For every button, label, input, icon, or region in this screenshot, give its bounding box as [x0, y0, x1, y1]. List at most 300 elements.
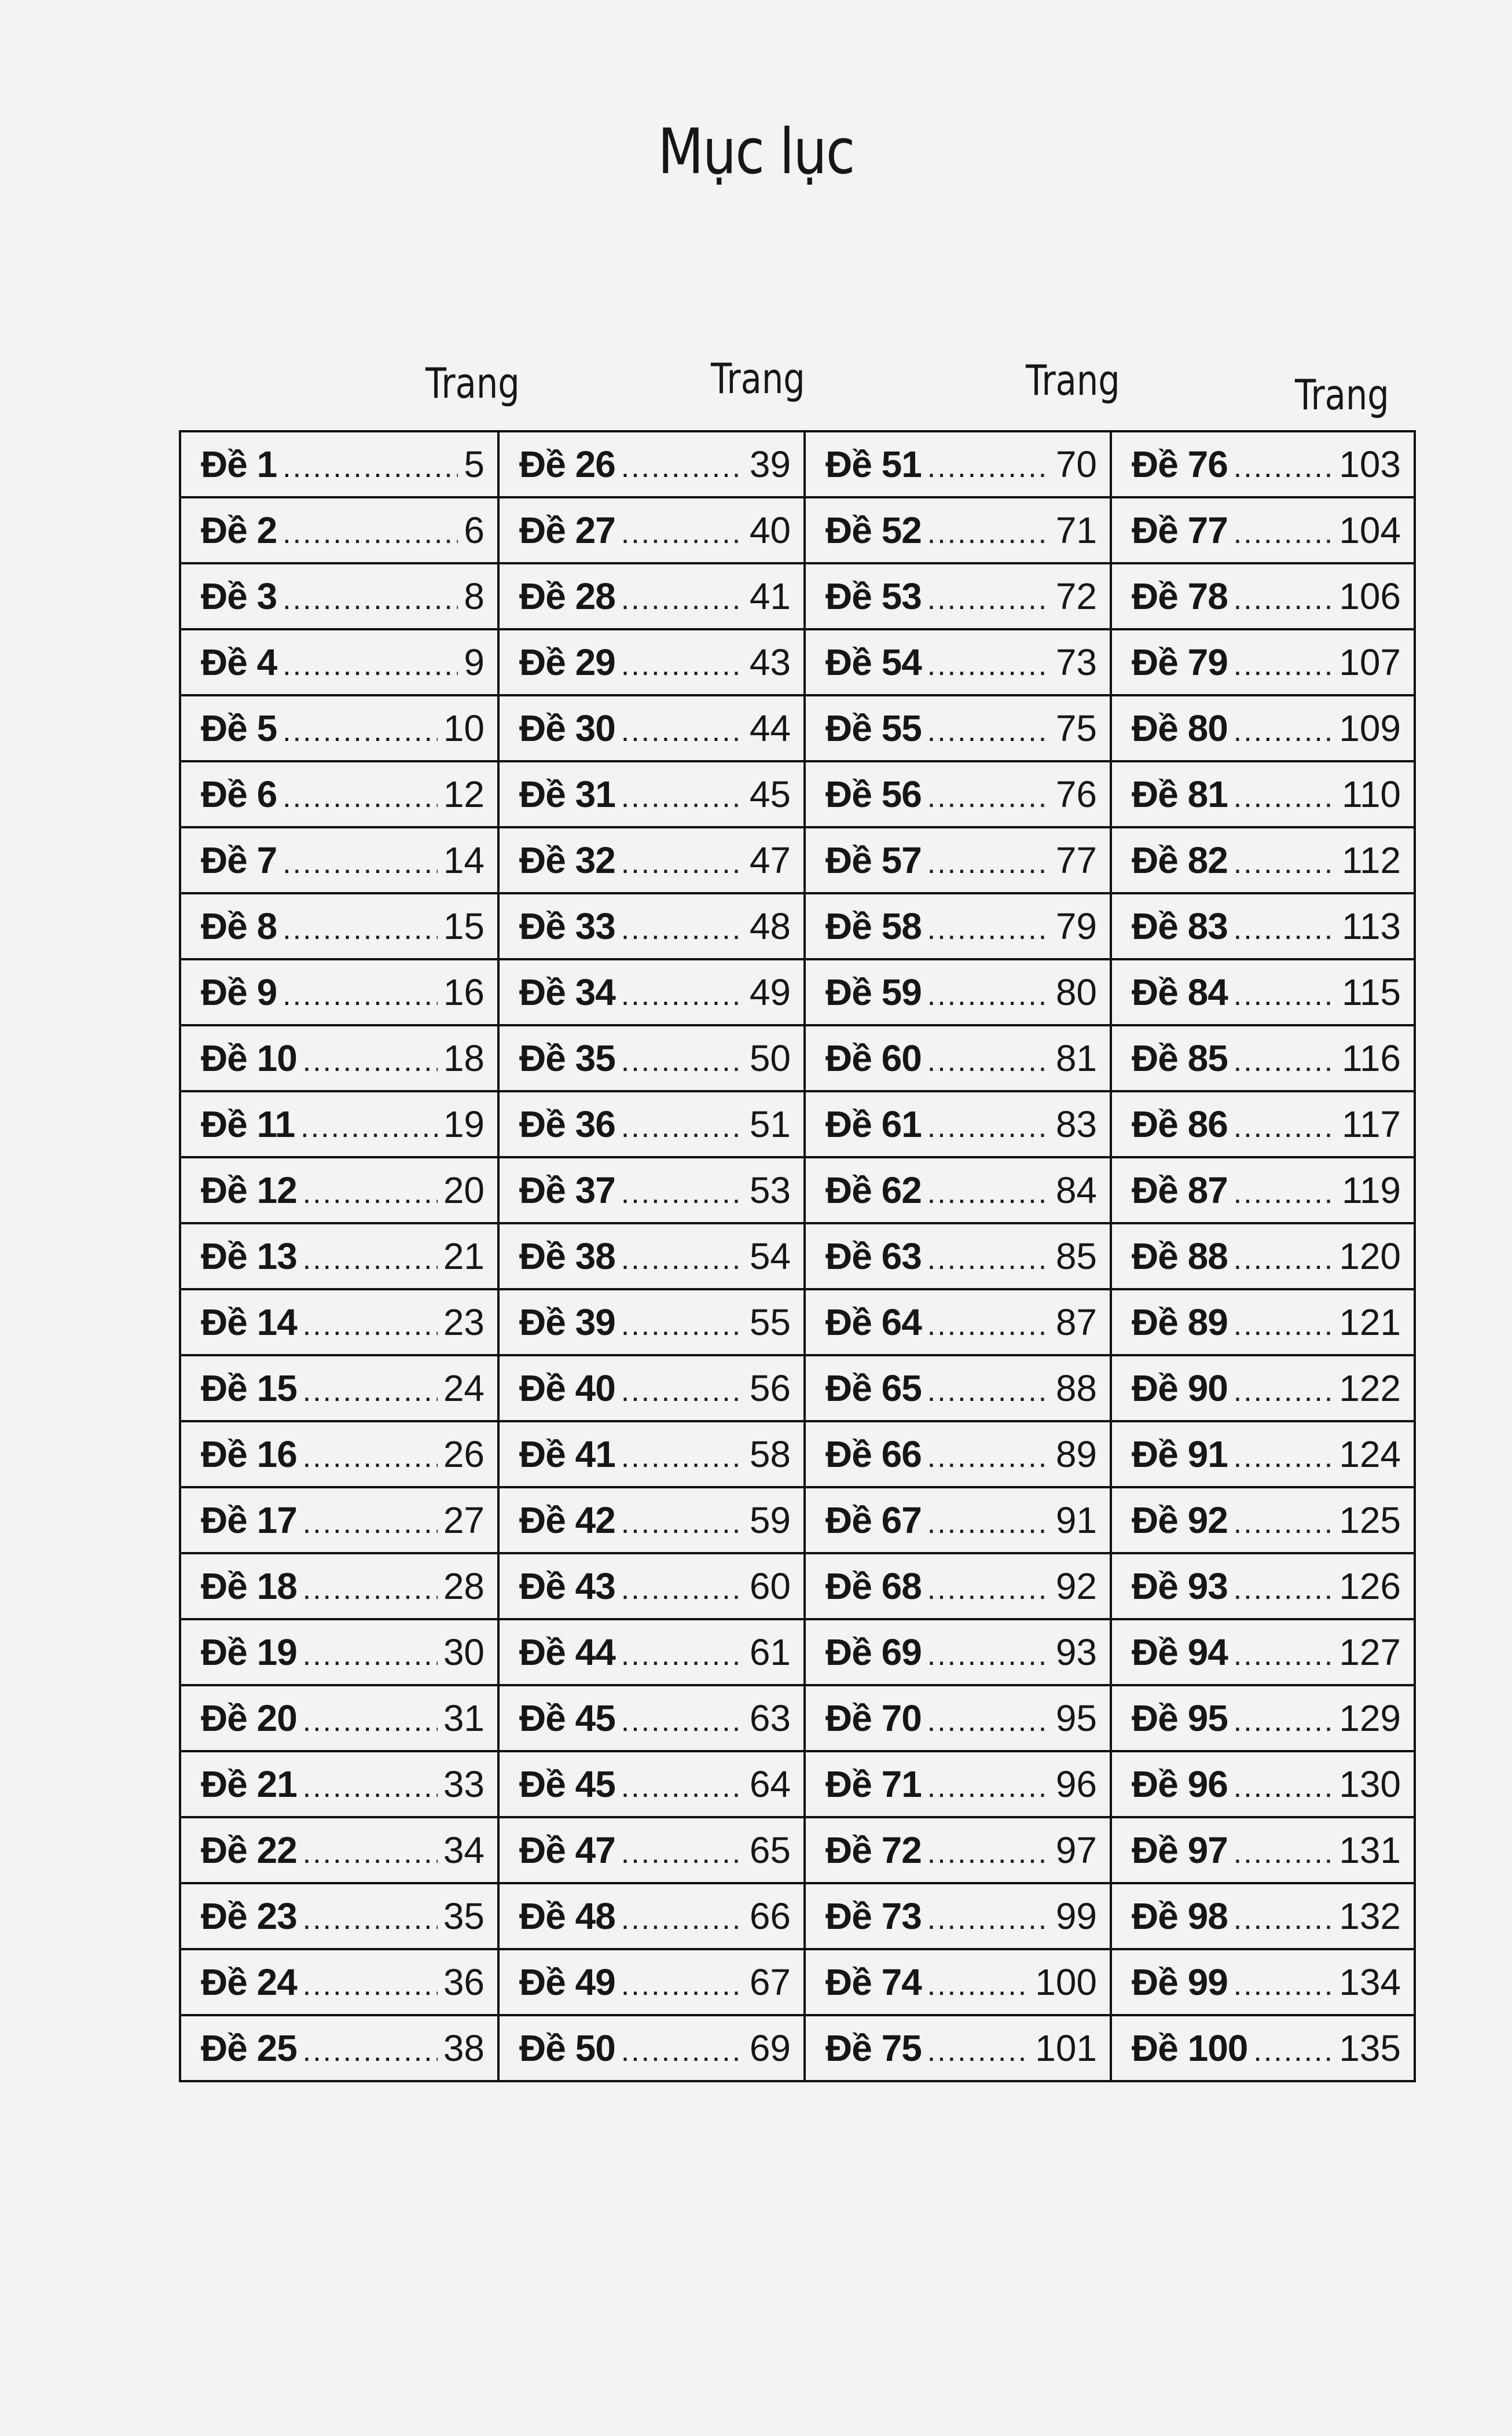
toc-entry-content [201, 1565, 485, 1608]
page-number: 65 [749, 1829, 791, 1871]
table-row [180, 761, 1415, 827]
page-number: 23 [443, 1301, 485, 1343]
toc-entry[interactable] [180, 1949, 498, 2015]
dot-leader [303, 1770, 438, 1804]
exam-label: Đề 65 [825, 1367, 922, 1409]
exam-label: Đề 13 [201, 1235, 297, 1277]
exam-label: Đề 43 [519, 1565, 615, 1607]
dot-leader [927, 516, 1050, 551]
page-number: 127 [1339, 1631, 1401, 1673]
toc-entry[interactable] [805, 1553, 1111, 1619]
table-row [180, 893, 1415, 959]
toc-entry-content [825, 971, 1097, 1014]
page-number: 125 [1339, 1499, 1401, 1541]
dot-leader [621, 1242, 744, 1276]
exam-label: Đề 23 [201, 1895, 297, 1937]
toc-entry-content [825, 1235, 1097, 1278]
exam-label: Đề 6 [201, 773, 277, 815]
toc-entry[interactable] [1111, 1751, 1415, 1817]
exam-label: Đề 89 [1132, 1301, 1228, 1343]
toc-entry-content [201, 773, 485, 816]
exam-label: Đề 2 [201, 509, 277, 551]
exam-label: Đề 21 [201, 1763, 297, 1805]
toc-entry[interactable] [1111, 1091, 1415, 1157]
toc-entry[interactable] [805, 1223, 1111, 1289]
page-number: 14 [443, 839, 485, 881]
toc-entry[interactable] [180, 1883, 498, 1949]
dot-leader [300, 1110, 438, 1144]
toc-entry-content [201, 1169, 485, 1212]
toc-entry-content [825, 773, 1097, 816]
exam-label: Đề 31 [519, 773, 615, 815]
page-number: 43 [749, 641, 791, 683]
toc-entry[interactable] [805, 1355, 1111, 1421]
exam-label: Đề 83 [1132, 905, 1228, 947]
exam-label: Đề 30 [519, 707, 615, 749]
toc-entry[interactable] [180, 893, 498, 959]
page-number: 48 [749, 905, 791, 947]
dot-leader [282, 780, 438, 815]
dot-leader [621, 1704, 744, 1738]
toc-entry[interactable] [805, 761, 1111, 827]
exam-label: Đề 45 [519, 1763, 615, 1805]
toc-entry-content [201, 1037, 485, 1080]
page-number: 30 [443, 1631, 485, 1673]
toc-entry-content [1132, 1169, 1401, 1212]
toc-entry[interactable] [498, 959, 805, 1025]
page-number: 51 [749, 1103, 791, 1145]
toc-entry-content [201, 575, 485, 618]
dot-leader [927, 1572, 1050, 1606]
toc-entry[interactable] [805, 827, 1111, 893]
toc-entry[interactable] [1111, 1223, 1415, 1289]
column-header-page-2: Trang [711, 354, 805, 403]
page-number: 130 [1339, 1763, 1401, 1805]
dot-leader [927, 1770, 1050, 1804]
dot-leader [1234, 978, 1336, 1012]
dot-leader [1234, 1242, 1333, 1276]
exam-label: Đề 60 [825, 1037, 922, 1079]
exam-label: Đề 67 [825, 1499, 922, 1541]
dot-leader [1234, 1836, 1333, 1870]
toc-entry-content [1132, 905, 1401, 948]
table-row [180, 2015, 1415, 2081]
toc-entry[interactable] [1111, 497, 1415, 563]
page-number: 6 [464, 509, 485, 551]
dot-leader [927, 1440, 1050, 1474]
dot-leader [303, 1836, 438, 1870]
exam-label: Đề 41 [519, 1433, 615, 1475]
dot-leader [1234, 846, 1336, 881]
exam-label: Đề 51 [825, 443, 922, 485]
exam-label: Đề 63 [825, 1235, 922, 1277]
toc-entry[interactable] [805, 629, 1111, 695]
page-number: 106 [1339, 575, 1401, 617]
dot-leader [621, 582, 744, 617]
dot-leader [621, 648, 744, 683]
page-number: 76 [1055, 773, 1097, 815]
toc-entry[interactable] [1111, 1883, 1415, 1949]
column-header-page-1: Trang [425, 359, 520, 408]
dot-leader [927, 780, 1050, 815]
toc-entry-content [1132, 575, 1401, 618]
dot-leader [1253, 2034, 1333, 2068]
toc-entry[interactable] [1111, 563, 1415, 629]
exam-label: Đề 92 [1132, 1499, 1228, 1541]
toc-entry[interactable] [180, 497, 498, 563]
toc-entry[interactable] [498, 1157, 805, 1223]
toc-entry[interactable] [805, 1817, 1111, 1883]
toc-entry-content [825, 1961, 1097, 2004]
dot-leader [1234, 648, 1333, 683]
toc-entry-content [825, 1499, 1097, 1542]
page-number: 135 [1339, 2027, 1401, 2069]
toc-entry[interactable] [805, 1289, 1111, 1355]
toc-entry[interactable] [498, 1751, 805, 1817]
toc-entry[interactable] [498, 563, 805, 629]
toc-entry[interactable] [180, 1157, 498, 1223]
toc-entry[interactable] [180, 1025, 498, 1091]
toc-entry-content [825, 1763, 1097, 1806]
toc-entry-content [519, 707, 791, 750]
toc-entry[interactable] [180, 695, 498, 761]
table-row [180, 431, 1415, 497]
toc-entry[interactable] [180, 431, 498, 497]
column-header-page-3: Trang [1026, 356, 1120, 405]
dot-leader [621, 714, 744, 749]
page-number: 36 [443, 1961, 485, 2003]
toc-entry[interactable] [498, 1949, 805, 2015]
exam-label: Đề 4 [201, 641, 277, 683]
dot-leader [927, 1110, 1050, 1144]
toc-entry-content [825, 443, 1097, 486]
exam-label: Đề 19 [201, 1631, 297, 1673]
toc-entry[interactable] [180, 959, 498, 1025]
page-number: 93 [1055, 1631, 1097, 1673]
toc-entry[interactable] [1111, 827, 1415, 893]
toc-entry-content [1132, 1235, 1401, 1278]
toc-entry[interactable] [180, 629, 498, 695]
toc-entry-content [825, 905, 1097, 948]
toc-entry[interactable] [805, 497, 1111, 563]
exam-label: Đề 57 [825, 839, 922, 881]
toc-entry[interactable] [805, 1025, 1111, 1091]
toc-entry[interactable] [1111, 1817, 1415, 1883]
toc-entry[interactable] [498, 827, 805, 893]
exam-label: Đề 74 [825, 1961, 922, 2003]
page-number: 117 [1341, 1103, 1401, 1145]
toc-entry[interactable] [1111, 629, 1415, 695]
exam-label: Đề 18 [201, 1565, 297, 1607]
toc-entry[interactable] [805, 1421, 1111, 1487]
dot-leader [303, 1902, 438, 1936]
dot-leader [1234, 780, 1336, 815]
dot-leader [1234, 1704, 1333, 1738]
toc-entry[interactable] [1111, 1685, 1415, 1751]
dot-leader [1234, 1770, 1333, 1804]
toc-entry[interactable] [180, 1091, 498, 1157]
dot-leader [927, 1506, 1050, 1540]
dot-leader [282, 912, 438, 946]
page-number: 61 [749, 1631, 791, 1673]
table-row [180, 695, 1415, 761]
toc-entry[interactable] [180, 1619, 498, 1685]
toc-entry-content [825, 707, 1097, 750]
toc-entry[interactable] [805, 431, 1111, 497]
exam-label: Đề 75 [825, 2027, 922, 2069]
toc-entry[interactable] [1111, 1421, 1415, 1487]
toc-entry-content [201, 839, 485, 882]
dot-leader [282, 450, 458, 485]
toc-entry[interactable] [498, 2015, 805, 2081]
toc-entry[interactable] [498, 629, 805, 695]
toc-entry[interactable] [1111, 959, 1415, 1025]
toc-entry[interactable] [180, 761, 498, 827]
exam-label: Đề 78 [1132, 575, 1228, 617]
dot-leader [621, 516, 744, 551]
toc-entry-content [1132, 1763, 1401, 1806]
toc-entry[interactable] [498, 1817, 805, 1883]
exam-label: Đề 99 [1132, 1961, 1228, 2003]
toc-entry[interactable] [805, 959, 1111, 1025]
toc-entry[interactable] [1111, 761, 1415, 827]
page-number: 59 [749, 1499, 791, 1541]
toc-entry[interactable] [498, 761, 805, 827]
table-row [180, 1025, 1415, 1091]
table-row [180, 1223, 1415, 1289]
toc-entry-content [519, 1169, 791, 1212]
toc-entry[interactable] [1111, 695, 1415, 761]
toc-entry-content [1132, 707, 1401, 750]
dot-leader [927, 1968, 1029, 2002]
toc-entry[interactable] [498, 893, 805, 959]
toc-entry[interactable] [805, 1751, 1111, 1817]
exam-label: Đề 33 [519, 905, 615, 947]
dot-leader [303, 1506, 438, 1540]
exam-label: Đề 90 [1132, 1367, 1228, 1409]
toc-entry[interactable] [180, 827, 498, 893]
dot-leader [282, 978, 438, 1012]
dot-leader [621, 1176, 744, 1210]
exam-label: Đề 76 [1132, 443, 1228, 485]
dot-leader [282, 582, 458, 617]
page-number: 119 [1341, 1169, 1401, 1211]
page-number: 34 [443, 1829, 485, 1871]
dot-leader [1234, 1968, 1333, 2002]
toc-entry[interactable] [498, 1553, 805, 1619]
exam-label: Đề 98 [1132, 1895, 1228, 1937]
toc-entry[interactable] [180, 563, 498, 629]
toc-entry[interactable] [498, 1091, 805, 1157]
toc-entry-content [519, 509, 791, 552]
exam-label: Đề 56 [825, 773, 922, 815]
exam-label: Đề 52 [825, 509, 922, 551]
toc-entry-content [201, 641, 485, 684]
table-row [180, 1883, 1415, 1949]
toc-entry[interactable] [498, 695, 805, 761]
toc-entry[interactable] [1111, 1355, 1415, 1421]
page-number: 116 [1341, 1037, 1401, 1079]
toc-entry[interactable] [805, 1949, 1111, 2015]
table-of-contents [179, 430, 1416, 2082]
toc-entry[interactable] [805, 1619, 1111, 1685]
page-number: 71 [1055, 509, 1097, 551]
exam-label: Đề 79 [1132, 641, 1228, 683]
page-number: 56 [749, 1367, 791, 1409]
toc-entry[interactable] [180, 1685, 498, 1751]
exam-label: Đề 88 [1132, 1235, 1228, 1277]
dot-leader [927, 912, 1050, 946]
page-number: 28 [443, 1565, 485, 1607]
toc-entry[interactable] [1111, 1619, 1415, 1685]
dot-leader [927, 846, 1050, 881]
page-number: 8 [464, 575, 485, 617]
page-number: 49 [749, 971, 791, 1013]
exam-label: Đề 58 [825, 905, 922, 947]
dot-leader [621, 1308, 744, 1342]
toc-entry-content [825, 641, 1097, 684]
toc-entry-content [201, 971, 485, 1014]
page-title: Mục lục [658, 116, 854, 188]
table-row [180, 1619, 1415, 1685]
table-row [180, 1487, 1415, 1553]
exam-label: Đề 28 [519, 575, 615, 617]
toc-entry[interactable] [805, 1883, 1111, 1949]
toc-entry[interactable] [180, 1751, 498, 1817]
toc-entry-content [519, 905, 791, 948]
toc-entry-content [825, 575, 1097, 618]
page-number: 126 [1339, 1565, 1401, 1607]
toc-entry[interactable] [180, 1355, 498, 1421]
page-number: 19 [443, 1103, 485, 1145]
toc-entry[interactable] [1111, 1949, 1415, 2015]
page-number: 24 [443, 1367, 485, 1409]
toc-entry-content [1132, 1433, 1401, 1476]
page-number: 95 [1055, 1697, 1097, 1739]
toc-entry[interactable] [805, 1091, 1111, 1157]
page-number: 83 [1055, 1103, 1097, 1145]
page-number: 72 [1055, 575, 1097, 617]
toc-entry[interactable] [805, 2015, 1111, 2081]
toc-entry[interactable] [498, 1355, 805, 1421]
toc-entry-content [519, 1565, 791, 1608]
toc-entry[interactable] [1111, 1487, 1415, 1553]
toc-entry[interactable] [1111, 1025, 1415, 1091]
toc-entry[interactable] [1111, 1157, 1415, 1223]
exam-label: Đề 1 [201, 443, 277, 485]
table-row [180, 497, 1415, 563]
page-number: 38 [443, 2027, 485, 2069]
dot-leader [927, 582, 1050, 617]
toc-entry[interactable] [180, 1289, 498, 1355]
page-number: 101 [1035, 2027, 1097, 2069]
toc-entry[interactable] [805, 695, 1111, 761]
toc-entry-content [201, 1829, 485, 1872]
dot-leader [621, 1836, 744, 1870]
exam-label: Đề 35 [519, 1037, 615, 1079]
toc-entry[interactable] [180, 1223, 498, 1289]
toc-entry[interactable] [498, 1685, 805, 1751]
toc-entry[interactable] [1111, 431, 1415, 497]
page-number: 67 [749, 1961, 791, 2003]
toc-entry-content [519, 1829, 791, 1872]
toc-entry-content [825, 1301, 1097, 1344]
page-number: 64 [749, 1763, 791, 1805]
exam-label: Đề 73 [825, 1895, 922, 1937]
exam-label: Đề 77 [1132, 509, 1228, 551]
page-number: 91 [1055, 1499, 1097, 1541]
dot-leader [303, 1704, 438, 1738]
toc-entry[interactable] [498, 1487, 805, 1553]
table-row [180, 1949, 1415, 2015]
exam-label: Đề 27 [519, 509, 615, 551]
dot-leader [927, 1638, 1050, 1672]
toc-entry[interactable] [805, 563, 1111, 629]
toc-entry[interactable] [498, 1289, 805, 1355]
exam-label: Đề 40 [519, 1367, 615, 1409]
table-row [180, 629, 1415, 695]
toc-entry[interactable] [1111, 1553, 1415, 1619]
toc-entry[interactable] [1111, 1289, 1415, 1355]
toc-entry[interactable] [498, 431, 805, 497]
page-number: 40 [749, 509, 791, 551]
exam-label: Đề 32 [519, 839, 615, 881]
exam-label: Đề 8 [201, 905, 277, 947]
dot-leader [1234, 450, 1333, 485]
toc-entry[interactable] [498, 1025, 805, 1091]
toc-entry[interactable] [805, 1685, 1111, 1751]
exam-label: Đề 38 [519, 1235, 615, 1277]
page-number: 21 [443, 1235, 485, 1277]
toc-entry-content [825, 839, 1097, 882]
toc-entry[interactable] [498, 1883, 805, 1949]
page-number: 10 [443, 707, 485, 749]
exam-label: Đề 96 [1132, 1763, 1228, 1805]
toc-entry[interactable] [180, 1487, 498, 1553]
table-row [180, 563, 1415, 629]
page-number: 77 [1055, 839, 1097, 881]
toc-entry-content [1132, 1367, 1401, 1410]
toc-entry-content [1132, 2027, 1401, 2070]
toc-entry-content [519, 641, 791, 684]
toc-entry[interactable] [1111, 893, 1415, 959]
toc-entry[interactable] [498, 1223, 805, 1289]
exam-label: Đề 45 [519, 1697, 615, 1739]
page-number: 115 [1341, 971, 1401, 1013]
toc-entry-content [519, 1103, 791, 1146]
toc-entry[interactable] [180, 1553, 498, 1619]
page-number: 39 [749, 443, 791, 485]
toc-entry[interactable] [180, 1421, 498, 1487]
toc-entry[interactable] [1111, 2015, 1415, 2081]
toc-entry[interactable] [805, 1157, 1111, 1223]
exam-label: Đề 12 [201, 1169, 297, 1211]
toc-entry[interactable] [498, 1421, 805, 1487]
toc-entry-content [519, 1895, 791, 1938]
toc-entry[interactable] [805, 893, 1111, 959]
exam-label: Đề 70 [825, 1697, 922, 1739]
toc-entry[interactable] [180, 1817, 498, 1883]
toc-entry[interactable] [498, 1619, 805, 1685]
page-number: 60 [749, 1565, 791, 1607]
exam-label: Đề 55 [825, 707, 922, 749]
exam-label: Đề 39 [519, 1301, 615, 1343]
toc-entry[interactable] [180, 2015, 498, 2081]
table-row [180, 1421, 1415, 1487]
toc-entry[interactable] [805, 1487, 1111, 1553]
toc-entry[interactable] [498, 497, 805, 563]
dot-leader [927, 1374, 1050, 1408]
